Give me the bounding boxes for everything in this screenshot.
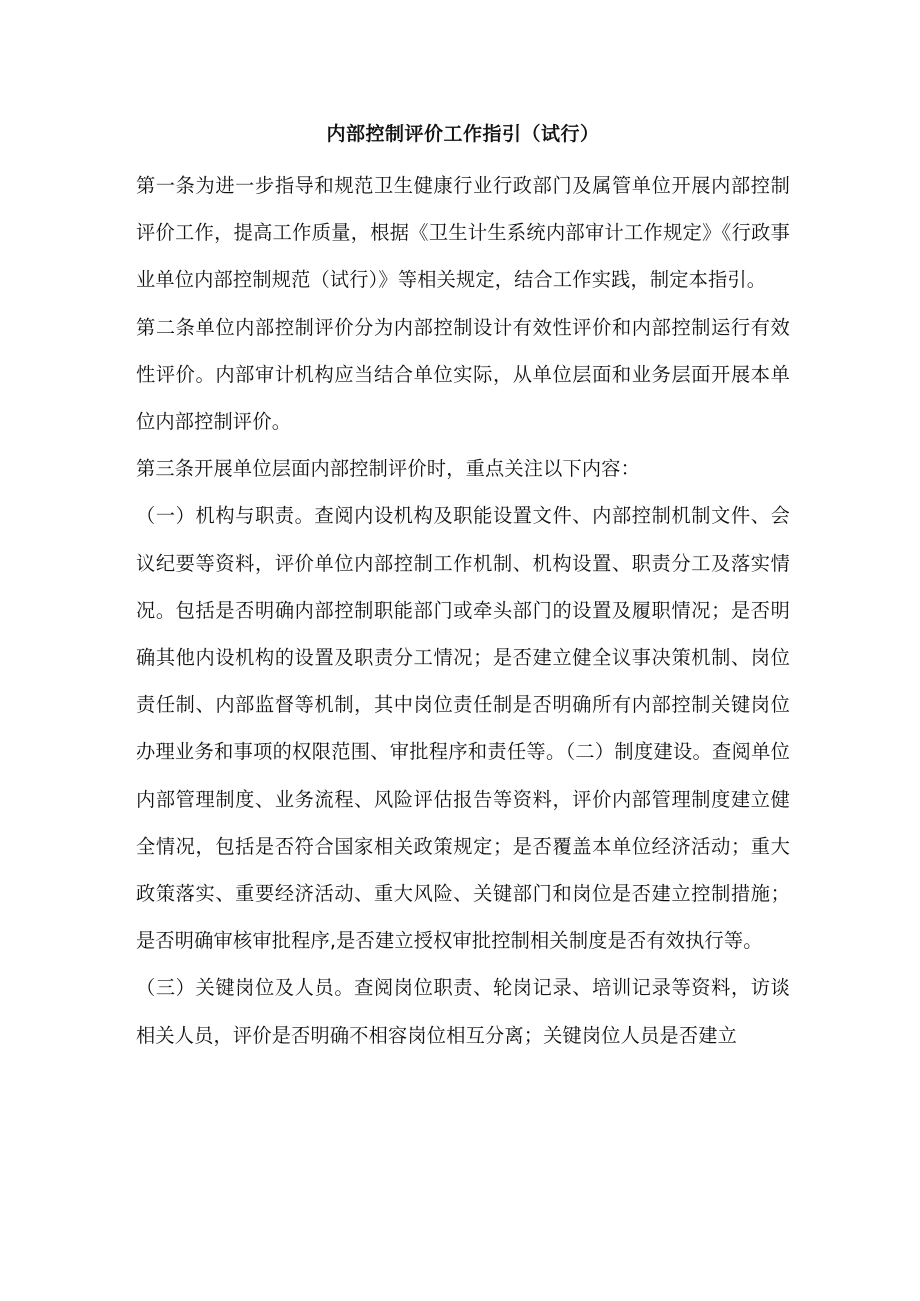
- document-title: 内部控制评价工作指引（试行）: [326, 123, 600, 145]
- article-2-paragraph: 第二条单位内部控制评价分为内部控制设计有效性评价和内部控制运行有效性评价。内部审计机构应当结合单位实际，从单位层面和业务层面开展本单位内部控制评价。: [136, 315, 790, 434]
- article-3-paragraph: 第三条开展单位层面内部控制评价时，重点关注以下内容：: [136, 457, 641, 481]
- article-1-paragraph: 第一条为进一步指导和规范卫生健康行业行政部门及属管单位开展内部控制评价工作，提高工作质量，根据《卫生计生系统内部审计工作规定》《行政事业单位内部控制规范（试行）》等相关规定，结合工作实践，制定本指引。: [136, 174, 790, 292]
- section-3-paragraph: （三）关键岗位及人员。查阅岗位职责、轮岗记录、培训记录等资料，访谈相关人员，评价是否明确不相容岗位相互分离；关键岗位人员是否建立: [136, 976, 790, 1047]
- section-1-2-paragraph: （一）机构与职责。查阅内设机构及职能设置文件、内部控制机制文件、会议纪要等资料，评价单位内部控制工作机制、机构设置、职责分工及落实情况。包括是否明确内部控制职能部门或牵头部门的设置及履职情况；是否明确其他内设机构的设置及职责分工情况；是否建立健全议事决策机制、岗位责任制、内部监督等机制，其中岗位责任制是否明确所有内部控制关键岗位办理业务和事项的权限范围、审批程序和责任等。（二）制度建设。查阅单位内部管理制度、业务流程、风险评估报告等资料，评价内部管理制度建立健全情况，包括是否符合国家相关政策规定；是否覆盖本单位经济活动；重大政策落实、重要经济活动、重大风险、关键部门和岗位是否建立控制措施；是否明确审核审批程序,是否建立授权审批控制相关制度是否有效执行等。: [136, 504, 790, 953]
